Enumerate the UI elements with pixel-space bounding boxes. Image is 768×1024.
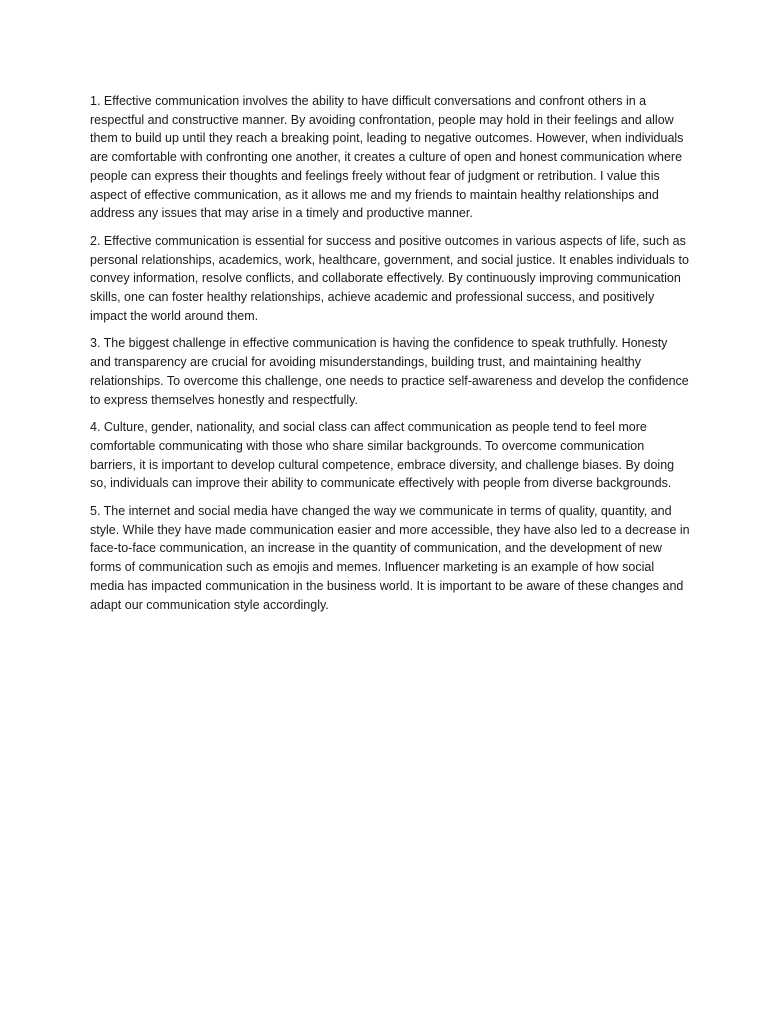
paragraph-4: 4. Culture, gender, nationality, and social class can affect communication as people tend to feel more comfortable communicating with those who share similar backgrounds. To overcome communication barriers, it is important to develop cultural competence, embrace diversity, and challenge biases. By doing so, individuals can improve their ability to communicate effectively with people from diverse backgrounds. [90,420,675,491]
paragraph-2: 2. Effective communication is essential for success and positive outcomes in various aspects of life, such as personal relationships, academics, work, healthcare, government, and social justice. It enables individuals to convey information, resolve conflicts, and collaborate effectively. By continuously improving communication skills, one can foster healthy relationships, achieve academic and professional success, and positively impact the world around them. [90,233,689,323]
paragraph-1: 1. Effective communication involves the ability to have difficult conversations and confront others in a respectful and constructive manner. By avoiding confrontation, people may hold in their feelings and allow them to build up until they reach a breaking point, leading to negative outcomes. However, when individuals are comfortable with confronting one another, it creates a culture of open and honest communication where people can express their thoughts and feelings freely without fear of judgment or retribution. I value this aspect of effective communication, as it allows me and my friends to maintain healthy relationships and address any issues that may arise in a timely and productive manner. [90,94,684,221]
paragraph-3: 3. The biggest challenge in effective communication is having the confidence to speak truthfully. Honesty and transparency are crucial for avoiding misunderstandings, building trust, and maintaining healthy relationships. To overcome this challenge, one needs to practice self-awareness and develop the confidence to express themselves honestly and respectfully. [90,336,689,407]
paragraph-5: 5. The internet and social media have changed the way we communicate in terms of quality, quantity, and style. While they have made communication easier and more accessible, they have also led to a decrease in face-to-face communication, an increase in the quantity of communication, and the development of new forms of communication such as emojis and memes. Influencer marketing is an example of how social media has impacted communication in the business world. It is important to be aware of these changes and adapt our communication style accordingly. [90,504,690,612]
document-body [90,92,690,623]
